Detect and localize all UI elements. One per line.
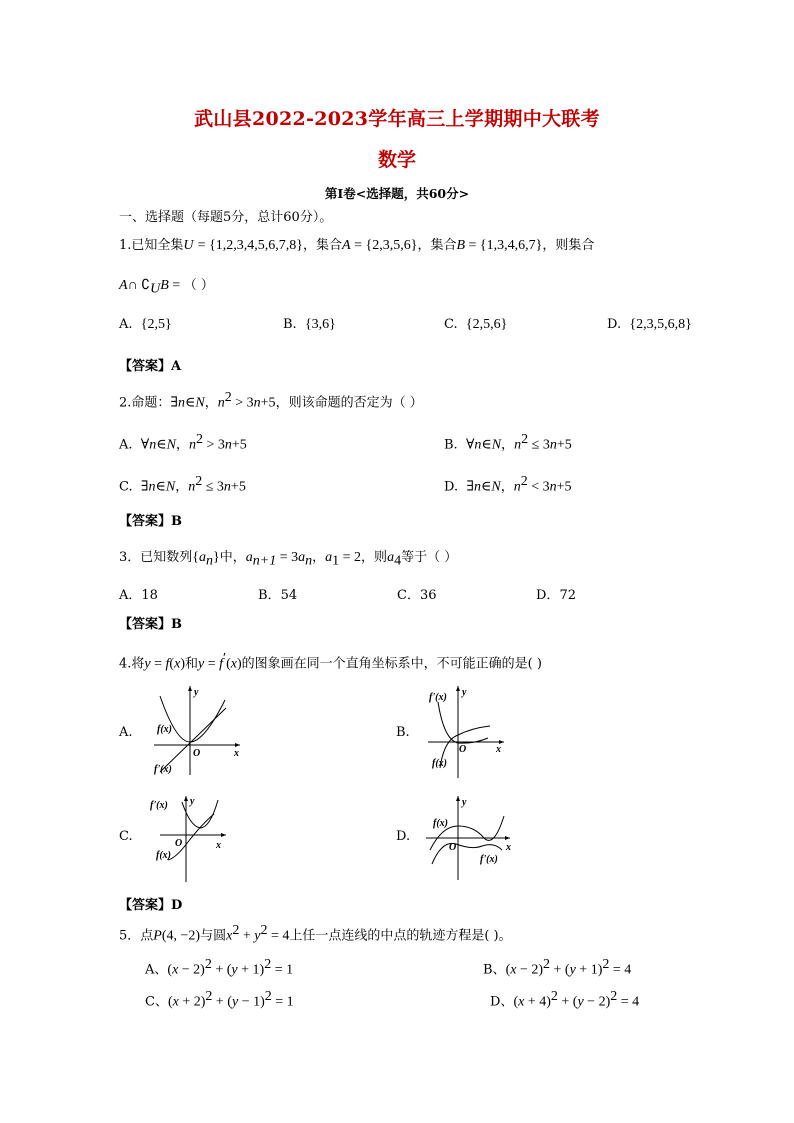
q4-graph-b[interactable] — [422, 680, 522, 780]
y-label: y — [190, 796, 195, 807]
fprime-curve — [182, 800, 218, 828]
y-label: y — [194, 687, 199, 698]
y-label: y — [462, 797, 467, 808]
question-3-stem: 3．已知数列$\{a_n\}$中，$a_{n+1} = 3a_n$，$a_1 = 2$，则$a_4$等于（ ） — [119, 550, 458, 569]
fx-label: f(x) — [432, 758, 447, 769]
q1-option-d[interactable]: D. {2,3,5,6,8} — [607, 317, 692, 332]
q4-option-b-label[interactable]: B. — [396, 725, 410, 740]
question-1-stem: 1.已知全集U = {1,2,3,4,5,6,7,8}，集合A = {2,3,5,6}，集合B = {1,3,4,6,7}，则集合 — [119, 238, 595, 253]
fpx-label: f'(x) — [480, 854, 498, 865]
q5-option-b[interactable]: B、$(x - 2)^2 + (y + 1)^2 = 4$ — [483, 957, 632, 978]
q2-option-d[interactable]: D. ∃n∈N，$n^2 < 3n+5$ — [444, 474, 572, 495]
fpx-label: f'(x) — [429, 692, 447, 703]
q1-option-b[interactable]: B. {3,6} — [283, 317, 336, 332]
origin-label: O — [459, 744, 467, 755]
fprime-curve — [438, 702, 488, 743]
q5-option-a[interactable]: A、$(x - 2)^2 + (y + 1)^2 = 1$ — [145, 957, 294, 978]
q4-option-c-label[interactable]: C. — [119, 829, 133, 844]
q1-answer: 【答案】A — [119, 359, 182, 374]
q3-answer: 【答案】B — [119, 617, 182, 632]
y-label: y — [462, 687, 467, 698]
part-heading: 第Ⅰ卷<选择题，共60分> — [324, 186, 470, 201]
fpx-label: f'(x) — [154, 764, 172, 775]
q3-option-c[interactable]: C．36 — [397, 588, 437, 603]
q1-option-c[interactable]: C. {2,5,6} — [444, 317, 508, 332]
question-5-stem: 5．点P(4, −2)与圆$x^2 + y^2 = 4$上任一点连线的中点的轨迹方程是( )。 — [119, 923, 512, 944]
q5-option-d[interactable]: D、$(x + 4)^2 + (y - 2)^2 = 4$ — [490, 989, 640, 1010]
q2-answer: 【答案】B — [119, 514, 182, 529]
q4-graph-c[interactable] — [146, 790, 241, 885]
q4-option-a-label[interactable]: A. — [119, 725, 133, 740]
question-4-stem: 4.将y = f(x)和y = f′(x)的图象画在同一个直角坐标系中，不可能正确的是( ) — [119, 651, 542, 672]
x-label: x — [234, 748, 239, 759]
q3-option-a[interactable]: A．18 — [119, 588, 158, 603]
question-2-stem: 2.命题：∃n∈N，$n^2 > 3n+5$，则该命题的否定为（ ） — [119, 390, 423, 411]
fx-label: f(x) — [433, 818, 448, 829]
q3-option-b[interactable]: B．54 — [258, 588, 298, 603]
q2-option-b[interactable]: B. ∀n∈N，$n^2 \le 3n+5$ — [444, 432, 572, 453]
q2-option-a[interactable]: A. ∀n∈N，$n^2 > 3n+5$ — [119, 432, 247, 453]
x-label: x — [216, 840, 221, 851]
q4-graph-d[interactable] — [422, 790, 517, 885]
section-heading: 一、选择题（每题5分，总计60分）。 — [119, 210, 333, 225]
x-label: x — [496, 744, 501, 755]
q4-answer: 【答案】D — [119, 898, 183, 913]
q3-option-d[interactable]: D．72 — [536, 588, 576, 603]
question-1-ask: A∩ $∁_UB$ = （ ） — [119, 278, 214, 297]
origin-label: O — [449, 842, 457, 853]
document-title: 武山县2022-2023学年高三上学期期中大联考 — [194, 108, 600, 130]
q5-option-c[interactable]: C、$(x + 2)^2 + (y - 1)^2 = 1$ — [145, 989, 294, 1010]
origin-label: O — [175, 838, 183, 849]
q4-option-d-label[interactable]: D. — [396, 829, 411, 844]
fprime-line — [160, 708, 226, 772]
q4-graph-a[interactable] — [146, 680, 246, 780]
q2-option-c[interactable]: C. ∃n∈N，$n^2 \le 3n+5$ — [119, 474, 246, 495]
subject-title: 数学 — [377, 149, 416, 171]
origin-label: O — [193, 748, 201, 759]
fx-label: f(x) — [157, 724, 172, 735]
x-label: x — [506, 842, 511, 853]
q1-option-a[interactable]: A. {2,5} — [119, 317, 172, 332]
fpx-label: f'(x) — [150, 800, 168, 811]
fx-label: f(x) — [156, 850, 171, 861]
